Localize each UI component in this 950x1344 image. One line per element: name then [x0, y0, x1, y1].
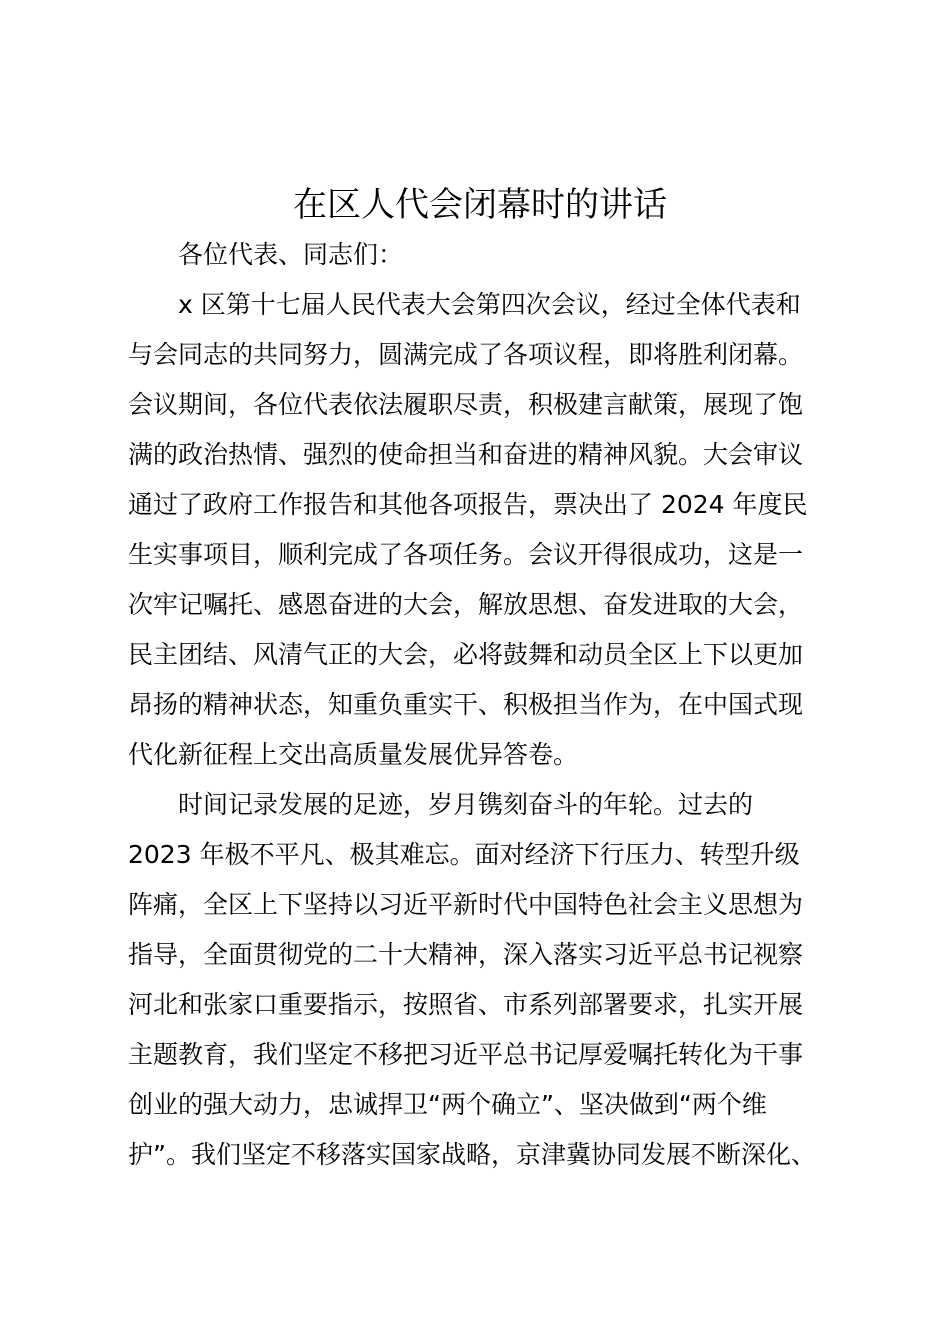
paragraph-line: 阵痛，全区上下坚持以习近平新时代中国特色社会主义思想为 — [128, 890, 804, 919]
paragraph-line: 时间记录发展的足迹，岁月镌刻奋斗的年轮。过去的 — [178, 790, 754, 819]
paragraph-line: 生实事项目，顺利完成了各项任务。会议开得很成功，这是一 — [128, 540, 804, 569]
paragraph-line: 次牢记嘱托、感恩奋进的大会，解放思想、奋发进取的大会， — [128, 590, 804, 619]
salutation: 各位代表、同志们： — [178, 240, 404, 269]
paragraph-line: 2023 年极不平凡、极其难忘。面对经济下行压力、转型升级 — [128, 840, 800, 869]
paragraph-line: 民主团结、风清气正的大会，必将鼓舞和动员全区上下以更加 — [128, 640, 804, 669]
paragraph-line: 主题教育，我们坚定不移把习近平总书记厚爱嘱托转化为干事 — [128, 1040, 804, 1069]
paragraph-line: x 区第十七届人民代表大会第四次会议，经过全体代表和 — [178, 290, 801, 319]
paragraph-line: 通过了政府工作报告和其他各项报告，票决出了 2024 年度民 — [128, 490, 808, 519]
paragraph-line: 昂扬的精神状态，知重负重实干、积极担当作为，在中国式现 — [128, 690, 804, 719]
paragraph-line: 河北和张家口重要指示，按照省、市系列部署要求，扎实开展 — [128, 990, 804, 1019]
paragraph-line: 指导，全面贯彻党的二十大精神，深入落实习近平总书记视察 — [128, 940, 804, 969]
paragraph-line: 满的政治热情、强烈的使命担当和奋进的精神风貌。大会审议 — [128, 440, 804, 469]
paragraph-line: 代化新征程上交出高质量发展优异答卷。 — [128, 740, 579, 769]
paragraph-line: 创业的强大动力，忠诚捍卫“两个确立”、坚决做到“两个维 — [128, 1090, 767, 1119]
paragraph-line: 护”。我们坚定不移落实国家战略，京津冀协同发展不断深化、 — [128, 1140, 816, 1169]
document-title: 在区人代会闭幕时的讲话 — [293, 185, 667, 225]
paragraph-line: 会议期间，各位代表依法履职尽责，积极建言献策，展现了饱 — [128, 390, 804, 419]
paragraph-line: 与会同志的共同努力，圆满完成了各项议程，即将胜利闭幕。 — [128, 340, 804, 369]
